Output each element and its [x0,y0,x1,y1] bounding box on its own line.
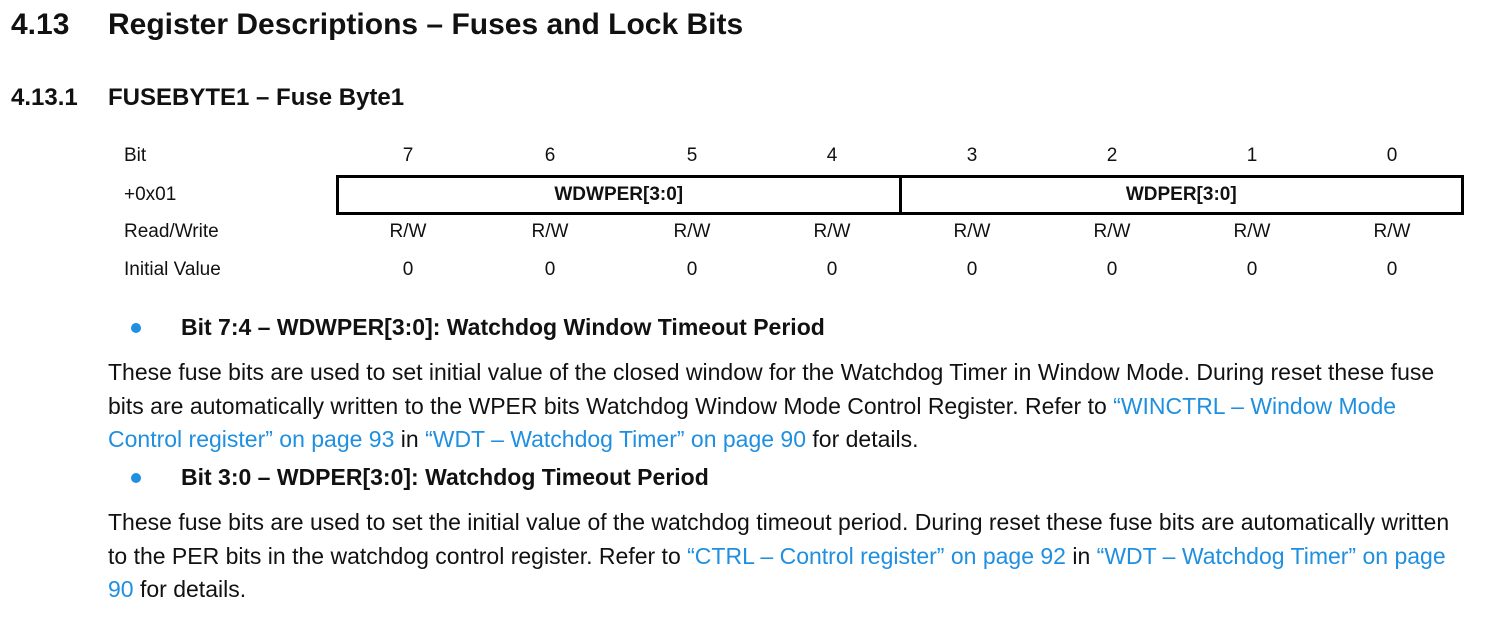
description-text: for details. [133,576,247,602]
bullet-icon [131,323,141,333]
section-number: 4.13 [11,8,70,41]
rw-row-label: Read/Write [124,221,219,242]
rw-value: R/W [673,221,711,242]
rw-value: R/W [1373,221,1411,242]
rw-value: R/W [1233,221,1271,242]
bit-description-title-wdper: Bit 3:0 – WDPER[3:0]: Watchdog Timeout Period [181,464,709,490]
bit-number: 0 [1386,145,1398,166]
bit-row-label: Bit [124,145,147,166]
bit-number: 4 [826,145,838,166]
initial-value: 0 [826,259,838,280]
rw-value: R/W [953,221,991,242]
bit-number: 7 [402,145,414,166]
bit-description-text-wdwper [108,356,1468,457]
initial-value: 0 [402,259,414,280]
initial-value-label: Initial Value [124,259,221,280]
link-winctrl-register[interactable]: “WINCTRL – Window Mode Control register” on page 93 [108,392,1397,452]
bit-number: 1 [1246,145,1258,166]
field-wdper: WDPER[3:0] [899,178,1462,212]
bit-description-title-wdwper: Bit 7:4 – WDWPER[3:0]: Watchdog Window Timeout Period [181,314,825,340]
description-text: These fuse bits are used to set the initial value of the watchdog timeout period. During reset these fuse bits are automatically written to the PER bits in the watchdog control register. Refer to [108,509,1450,569]
section-title: Register Descriptions – Fuses and Lock Bits [108,8,744,41]
rw-value: R/W [389,221,427,242]
description-text: in [394,426,426,452]
initial-value: 0 [1106,259,1118,280]
rw-value: R/W [1093,221,1131,242]
link-wdt-watchdog-timer[interactable]: “WDT – Watchdog Timer” on page 90 [425,426,807,452]
bit-number: 6 [544,145,556,166]
subsection-title: FUSEBYTE1 – Fuse Byte1 [108,84,405,111]
initial-value: 0 [1386,259,1398,280]
initial-value: 0 [1246,259,1258,280]
register-field-box [336,175,1464,215]
subsection-number: 4.13.1 [11,84,78,111]
field-wdwper: WDWPER[3:0] [554,184,684,205]
address-label: +0x01 [124,184,177,205]
initial-value: 0 [966,259,978,280]
description-text: These fuse bits are used to set initial value of the closed window for the Watchdog Timer in Window Mode. During reset these fuse bits are automatically written to the WPER bits Watchdog Window Mode Control Register. Refer to [108,359,1435,419]
bit-number: 3 [966,145,978,166]
bit-number: 5 [686,145,698,166]
initial-value: 0 [686,259,698,280]
initial-value: 0 [544,259,556,280]
description-text: in [1065,542,1097,569]
rw-value: R/W [813,221,851,242]
description-text: for details. [806,426,919,452]
link-ctrl-register[interactable]: “CTRL – Control register” on page 92 [687,542,1066,569]
bit-number: 2 [1106,145,1118,166]
rw-value: R/W [531,221,569,242]
bit-description-text-wdper [108,506,1468,607]
link-wdt-watchdog-timer[interactable]: “WDT – Watchdog Timer” on page 90 [108,542,1446,602]
bullet-icon [131,473,141,483]
